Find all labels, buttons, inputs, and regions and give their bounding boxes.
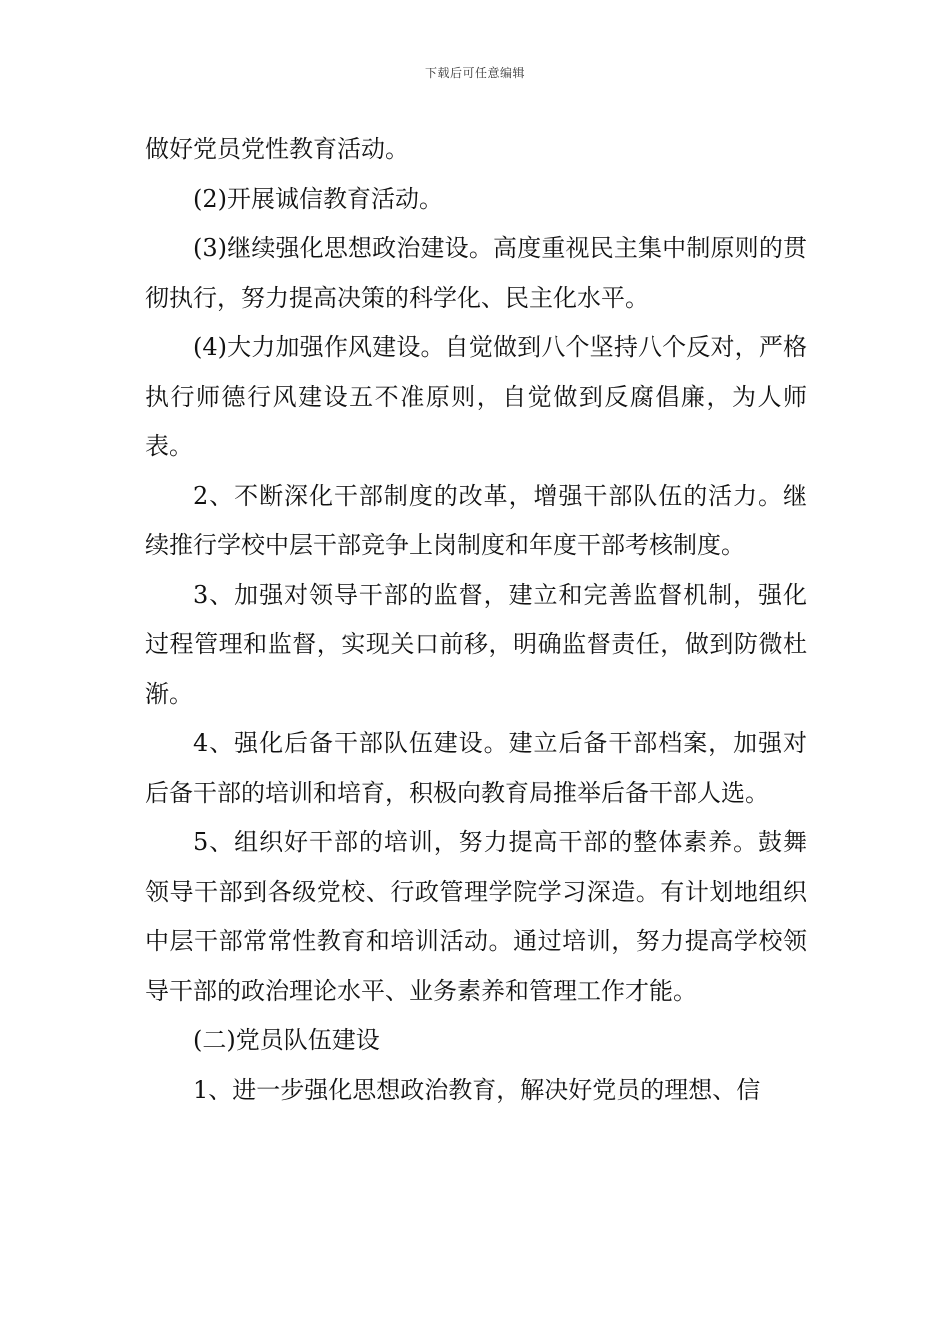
paragraph-6: 3、加强对领导干部的监督，建立和完善监督机制，强化过程管理和监督，实现关口前移，明确监督责任，做到防微杜渐。: [145, 580, 807, 708]
paragraph-3: (3)继续强化思想政治建设。高度重视民主集中制原则的贯彻执行，努力提高决策的科学化、民主化水平。: [145, 234, 807, 312]
paragraph-10: 1、进一步强化思想政治教育，解决好党员的理想、信: [193, 1075, 761, 1104]
paragraph-5: 2、不断深化干部制度的改革，增强干部队伍的活力。继续推行学校中层干部竞争上岗制度和年度干部考核制度。: [145, 481, 807, 559]
paragraph-4: (4)大力加强作风建设。自觉做到八个坚持八个反对，严格执行师德行风建设五不准原则，自觉做到反腐倡廉，为人师表。: [145, 333, 807, 460]
section-heading-party-members: (二)党员队伍建设: [193, 1026, 380, 1054]
paragraph-7: 4、强化后备干部队伍建设。建立后备干部档案，加强对后备干部的培训和培育，积极向教育局推举后备干部人选。: [145, 729, 807, 807]
paragraph-2: (2)开展诚信教育活动。: [193, 184, 443, 213]
paragraph-8: 5、组织好干部的培训，努力提高干部的整体素养。鼓舞领导干部到各级党校、行政管理学院学习深造。有计划地组织中层干部常常性教育和培训活动。通过培训，努力提高学校领导干部的政治理论水平、业务素养和管理工作才能。: [145, 828, 807, 1005]
paragraph-1: 做好党员党性教育活动。: [145, 135, 409, 163]
page-header: 下载后可任意编辑: [424, 66, 525, 80]
document-body: [145, 125, 807, 1115]
